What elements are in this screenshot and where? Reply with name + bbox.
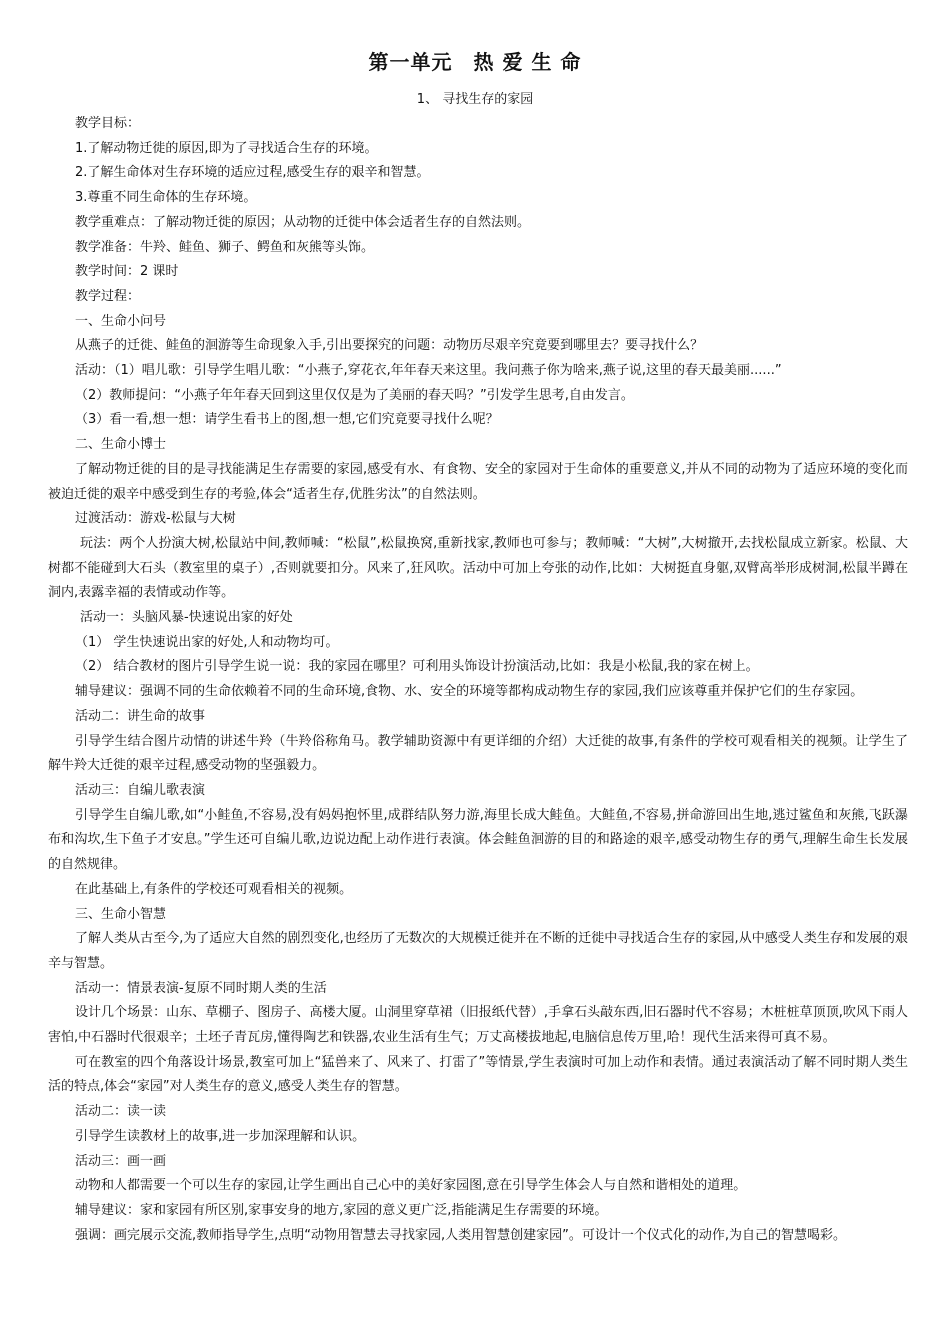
paragraph: 强调：画完展示交流,教师指导学生,点明“动物用智慧去寻找家园,人类用智慧创建家园”。可设计一个仪式化的动作,为自己的智慧喝彩。 bbox=[75, 1227, 846, 1243]
paragraph: 在此基础上,有条件的学校还可观看相关的视频。 bbox=[75, 881, 353, 897]
paragraph: 活动二：讲生命的故事 bbox=[75, 708, 206, 724]
paragraph: 活动三：自编儿歌表演 bbox=[75, 782, 206, 798]
paragraph: （2） 结合教材的图片引导学生说一说：我的家园在哪里？可利用头饰设计扮演活动,比如：我是小松鼠,我的家在树上。 bbox=[75, 659, 759, 675]
paragraph: 活动：（1）唱儿歌：引导学生唱儿歌：“小燕子,穿花衣,年年春天来这里。我问燕子你为啥来,燕子说,这里的春天最美丽......” bbox=[75, 363, 782, 379]
paragraph: 引导学生结合图片动情的讲述牛羚（牛羚俗称角马。教学辅助资源中有更详细的介绍）大迁徙的故事,有条件的学校可观看相关的视频。让学生了解牛羚大迁徙的艰辛过程,感受动物的坚强毅力。 bbox=[48, 733, 908, 774]
section-heading: 三、生命小智慧 bbox=[75, 906, 167, 922]
paragraph: 教学目标： bbox=[75, 116, 141, 131]
paragraph: 玩法：两个人扮演大树,松鼠站中间,教师喊：“松鼠”,松鼠换窝,重新找家,教师也可参与；教师喊：“大树”,大树撤开,去找松鼠成立新家。松鼠、大树都不能碰到大石头（教室里的桌子）,否则就要扣分。风来了,狂风吹。活动中可加上夸张的动作,比如：大树挺直身躯,双臂高举形成树洞,松鼠半蹲在洞内,表露幸福的表情或动作等。 bbox=[48, 535, 908, 601]
paragraph: 辅导建议：家和家园有所区别,家事安身的地方,家园的意义更广泛,指能满足生存需要的环境。 bbox=[75, 1202, 608, 1218]
paragraph: 3.尊重不同生命体的生存环境。 bbox=[75, 190, 257, 206]
section-heading: 二、生命小博士 bbox=[75, 437, 167, 453]
paragraph: 辅导建议：强调不同的生命依赖着不同的生命环境,食物、水、安全的环境等都构成动物生存的家园,我们应该尊重并保护它们的生存家园。 bbox=[75, 684, 864, 700]
paragraph: 活动三：画一画 bbox=[75, 1153, 167, 1169]
paragraph: 1.了解动物迁徙的原因,即为了寻找适合生存的环境。 bbox=[75, 140, 378, 156]
paragraph: 从燕子的迁徙、鲑鱼的洄游等生命现象入手,引出要探究的问题：动物历尽艰辛究竟要到哪里去？要寻找什么？ bbox=[75, 338, 704, 354]
paragraph: 了解动物迁徙的目的是寻找能满足生存需要的家园,感受有水、有食物、安全的家园对于生命体的重要意义,并从不同的动物为了适应环境的变化而被迫迁徙的艰辛中感受到生存的考验,体会“适者生存,优胜劣汰”的自然法则。 bbox=[48, 461, 908, 502]
paragraph: 教学时间：2 课时 bbox=[75, 264, 179, 280]
paragraph: （1） 学生快速说出家的好处,人和动物均可。 bbox=[75, 634, 339, 650]
paragraph: 教学重难点：了解动物迁徙的原因；从动物的迁徙中体会适者生存的自然法则。 bbox=[75, 214, 531, 230]
section-heading: 一、生命小问号 bbox=[75, 313, 167, 329]
paragraph: 教学过程： bbox=[75, 288, 141, 304]
paragraph: 了解人类从古至今,为了适应大自然的剧烈变化,也经历了无数次的大规模迁徙并在不断的迁徙中寻找适合生存的家园,从中感受人类生存和发展的艰辛与智慧。 bbox=[48, 931, 908, 971]
paragraph: （3）看一看,想一想：请学生看书上的图,想一想,它们究竟要寻找什么呢？ bbox=[75, 412, 499, 428]
paragraph: 活动一：头脑风暴-快速说出家的好处 bbox=[80, 610, 293, 626]
paragraph: 设计几个场景：山东、草棚子、图房子、高楼大厦。山洞里穿草裙（旧报纸代替）,手拿石头敲东西,旧石器时代不容易；木桩桩草顶顶,吹风下雨人害怕,中石器时代很艰辛；土坯子青瓦房,懂得陶艺和铁器,农业生活有生气；万丈高楼拔地起,电脑信息传万里,哈！现代生活来得可真不易。 bbox=[48, 1005, 908, 1046]
paragraph: 引导学生自编儿歌,如“小鲑鱼,不容易,没有妈妈抱怀里,成群结队努力游,海里长成大鲑鱼。大鲑鱼,不容易,拼命游回出生地,逃过鲨鱼和灰熊,飞跃瀑布和沟坎,生下鱼子才安息。”学生还可自编儿歌,边说边配上动作进行表演。体会鲑鱼洄游的目的和路途的艰辛,感受动物生存的勇气,理解生命生长发展的自然规律。 bbox=[48, 807, 908, 873]
paragraph: （2）教师提问：“小燕子年年春天回到这里仅仅是为了美丽的春天吗？”引发学生思考,自由发言。 bbox=[75, 387, 634, 403]
document-body bbox=[48, 112, 908, 1248]
document-title: 第一单元 热 爱 生 命 bbox=[368, 50, 582, 74]
paragraph: 活动一：情景表演-复原不同时期人类的生活 bbox=[75, 980, 327, 996]
paragraph: 2.了解生命体对生存环境的适应过程,感受生存的艰辛和智慧。 bbox=[75, 165, 430, 181]
paragraph: 活动二：读一读 bbox=[75, 1104, 167, 1120]
paragraph: 引导学生读教材上的故事,进一步加深理解和认识。 bbox=[75, 1128, 366, 1144]
paragraph: 动物和人都需要一个可以生存的家园,让学生画出自己心中的美好家园图,意在引导学生体会人与自然和谐相处的道理。 bbox=[75, 1178, 747, 1194]
paragraph: 可在教室的四个角落设计场景,教室可加上“猛兽来了、风来了、打雷了”等情景,学生表演时可加上动作和表情。通过表演活动了解不同时期人类生活的特点,体会“家园”对人类生存的意义,感受人类生存的智慧。 bbox=[48, 1054, 908, 1095]
paragraph: 教学准备：牛羚、鲑鱼、狮子、鳄鱼和灰熊等头饰。 bbox=[75, 239, 375, 255]
lesson-title: 1、 寻找生存的家园 bbox=[416, 92, 534, 107]
paragraph: 过渡活动：游戏-松鼠与大树 bbox=[75, 511, 236, 527]
